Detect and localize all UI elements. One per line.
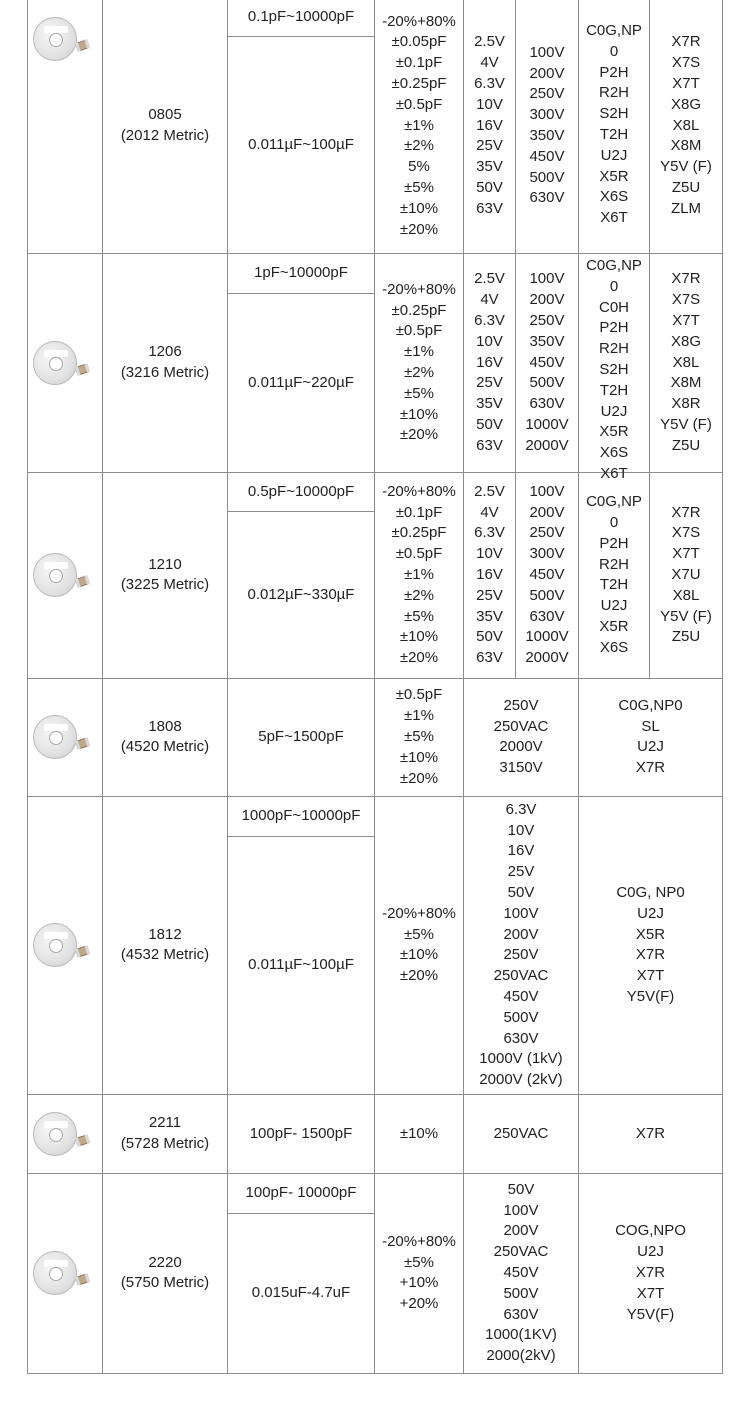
list-value: C0G,NP [586,257,642,274]
list-value: R2H [598,340,629,358]
list-value: X7T [636,1284,665,1302]
list-value: 4V [480,54,499,72]
list-value: X6T [600,464,628,482]
list-value: +10% [399,1274,439,1292]
list-value: X7R [671,503,701,521]
list-value: C0G,NP [586,493,642,511]
list-value: X7T [636,967,665,985]
dielectric-list [650,0,723,254]
list-value: 6.3V [474,311,505,329]
list-value: 50V [476,415,503,433]
list-value: 6.3V [474,75,505,92]
list-value: COG,NPO [615,1222,686,1240]
row-2211 [28,1094,723,1173]
list-value: 4V [480,291,499,309]
case-size: 1808 (4520 Metric) [103,678,228,796]
list-value: S2H [599,360,629,378]
list-value: -20%+80% [382,482,456,500]
voltage-list [516,472,579,678]
tolerance-list [375,0,464,254]
list-value: 630V [503,1029,539,1047]
list-value: ±2% [404,363,434,381]
list-value: ±20% [399,649,439,667]
chip-capacitor-icon [75,576,90,589]
list-value: ±5% [404,1253,434,1271]
reel-image [28,796,103,1094]
list-value: X6T [600,209,628,227]
list-value: X7R [635,946,666,964]
dielectric-list [579,1094,723,1173]
tolerance-list [375,1094,464,1173]
list-value: 2000V [525,649,569,667]
list-value: Z5U [671,436,701,454]
list-value: 500V [529,586,565,604]
list-value: ±2% [404,586,434,604]
list-value: -20%+80% [382,1232,456,1250]
capacitance-range: 0.015uF-4.7uF [228,1213,375,1373]
list-value: U2J [600,146,628,164]
list-value: ±0.5pF [395,95,443,113]
list-value: 100V [503,904,539,922]
list-value: ±20% [399,220,439,238]
list-value: U2J [637,1243,664,1261]
list-value: X7T [672,311,700,329]
list-value: ±0.25pF [391,75,447,92]
list-value: 200V [529,291,565,309]
list-value: 0 [609,277,619,295]
row-2220 [28,1173,723,1213]
list-value: 50V [507,884,535,902]
list-value: X8R [671,395,701,413]
list-value: ±5% [404,178,434,196]
list-value: 1000V [525,628,569,646]
list-value: 100V [503,1201,539,1219]
list-value: X7S [671,524,701,542]
reel-image [28,254,103,473]
list-value: ±0.1pF [395,54,443,72]
tolerance-list [375,796,464,1094]
tape-reel-icon [30,547,100,603]
chip-capacitor-icon [75,1134,90,1147]
list-value: ±5% [404,925,434,943]
tape-reel-icon [30,11,100,67]
list-value: R2H [598,84,629,102]
list-value: 16V [507,842,535,860]
list-value: X7S [671,291,701,309]
tape-reel-icon [30,709,100,765]
list-value: 250V [503,946,539,964]
list-value: 200V [503,925,539,943]
list-value: 16V [476,566,503,584]
reel-image [28,678,103,796]
list-value: 630V [503,1305,539,1323]
list-value: Z5U [671,178,701,196]
dielectric-list [579,678,723,796]
list-value: 25V [476,137,503,155]
list-value: 50V [476,628,503,646]
list-value: 450V [529,147,565,165]
dielectric-list [650,254,723,473]
reel-image [28,1173,103,1373]
list-value: -20%+80% [382,904,456,922]
list-value: X7R [671,270,701,288]
dielectric-list [579,1173,723,1373]
list-value: ±10% [399,748,439,766]
list-value: 2000V [499,738,543,756]
list-value: 250V [529,85,565,103]
list-value: C0H [598,298,629,316]
voltage-list [464,254,516,473]
tolerance-list [375,678,464,796]
case-size: 2211 (5728 Metric) [103,1094,228,1173]
list-value: X7T [672,75,700,92]
list-value: SL [641,717,660,735]
list-value: 450V [529,353,565,371]
case-size: 0805 (2012 Metric) [103,0,228,254]
list-value: 3150V [499,759,543,777]
row-1812 [28,796,723,836]
list-value: 25V [476,374,503,392]
list-value: 500V [503,1008,539,1026]
list-value: C0G,NP [586,22,642,39]
list-value: 250VAC [493,717,549,735]
list-value: 350V [529,332,565,350]
voltage-list [516,0,579,254]
list-value: ±5% [404,728,434,746]
case-size: 2220 (5750 Metric) [103,1173,228,1373]
list-value: U2J [637,738,664,756]
list-value: U2J [600,402,628,420]
tolerance-list [375,472,464,678]
list-value: -20%+80% [382,12,456,30]
voltage-list [516,254,579,473]
list-value: -20%+80% [382,280,456,298]
list-value: 1000(1KV) [485,1326,557,1344]
capacitance-range: 1pF~10000pF [228,254,375,294]
dielectric-list [579,254,650,482]
list-value: ±10% [399,405,439,423]
list-value: 250V [529,524,565,542]
capacitance-range: 0.5pF~10000pF [228,472,375,511]
list-value: U2J [637,904,664,922]
list-value: X6S [599,188,629,206]
list-value: 0 [609,514,619,532]
list-value: ±1% [404,707,434,725]
list-value: X7R [671,33,701,51]
list-value: 63V [476,649,503,667]
list-value: ±10% [399,628,439,646]
tolerance-list [375,1173,464,1373]
capacitance-range: 100pF- 1500pF [228,1094,375,1173]
capacitance-range: 100pF- 10000pF [228,1173,375,1213]
list-value: ±10% [399,1124,439,1142]
list-value: X7S [671,54,701,72]
list-value: 35V [476,395,503,413]
voltage-list [464,1094,579,1173]
reel-image [28,0,103,254]
list-value: 35V [476,607,503,625]
list-value: X5R [635,925,666,943]
list-value: 0 [609,42,619,60]
list-value: Y5V (F) [660,607,712,625]
list-value: ±2% [404,137,434,155]
list-value: 250VAC [493,1124,549,1142]
chip-capacitor-icon [75,363,90,376]
list-value: 200V [529,64,565,82]
list-value: 10V [476,332,503,350]
voltage-list [464,796,579,1094]
list-value: 5% [408,158,430,176]
list-value: P2H [599,63,629,81]
chip-capacitor-icon [75,1274,90,1287]
list-value: 1000V (1kV) [479,1050,563,1068]
list-value: T2H [599,125,629,143]
capacitance-range: 5pF~1500pF [228,678,375,796]
list-value: 10V [507,821,535,839]
list-value: 63V [476,436,503,454]
capacitance-range: 0.012µF~330µF [228,511,375,678]
list-value: 100V [529,270,565,288]
list-value: 6.3V [505,800,537,818]
list-value: X7R [635,759,666,777]
list-value: 25V [507,863,535,881]
list-value: 630V [529,189,565,207]
list-value: S2H [599,105,629,123]
list-value: ±0.5pF [395,322,443,340]
list-value: 100V [529,43,565,61]
list-value: 4V [480,503,499,521]
list-value: 2000V [525,436,569,454]
chip-capacitor-icon [75,946,90,959]
list-value: 200V [503,1222,539,1240]
list-value: T2H [599,576,629,594]
capacitance-range: 0.011µF~100µF [228,836,375,1094]
list-value: 6.3V [474,524,505,542]
list-value: X7U [671,566,701,584]
list-value: ±20% [399,967,439,985]
list-value: 2000V (2kV) [479,1071,563,1089]
list-value: 35V [476,158,503,176]
list-value: 100V [529,482,565,500]
voltage-list [464,0,516,254]
tape-reel-icon [30,917,100,973]
list-value: 350V [529,127,565,144]
list-value: ±5% [404,607,434,625]
list-value: ZLM [671,199,701,217]
list-value: 300V [529,545,565,563]
list-value: ±1% [404,116,434,134]
list-value: C0G, NP0 [616,884,685,902]
list-value: 10V [476,95,503,113]
list-value: 450V [529,566,565,584]
case-size: 1812 (4532 Metric) [103,796,228,1094]
reel-image [28,1094,103,1173]
list-value: 450V [503,988,539,1006]
tolerance-list [375,254,464,473]
list-value: Z5U [671,628,701,646]
list-value: ±0.05pF [391,33,447,51]
list-value: X8G [670,95,701,113]
row-0805 [28,0,723,37]
list-value: 2.5V [474,270,505,288]
list-value: ±0.5pF [395,545,443,563]
list-value: 16V [476,116,503,134]
list-value: ±20% [399,769,439,787]
list-value: ±10% [399,199,439,217]
list-value: P2H [599,534,629,552]
list-value: X8L [672,116,700,134]
list-value: 10V [476,545,503,563]
case-size: 1210 (3225 Metric) [103,472,228,678]
list-value: ±5% [404,384,434,402]
list-value: X5R [599,167,629,185]
list-value: 50V [507,1180,535,1198]
list-value: ±0.1pF [395,503,443,521]
list-value: Y5V(F) [626,1305,675,1323]
list-value: X5R [599,618,629,636]
list-value: U2J [600,597,628,615]
list-value: Y5V(F) [626,988,675,1006]
list-value: 500V [503,1284,539,1302]
list-value: X7R [635,1124,666,1142]
dielectric-list [579,796,723,1094]
capacitance-range: 0.1pF~10000pF [228,0,375,37]
list-value: 50V [476,178,503,196]
list-value: 25V [476,586,503,604]
list-value: ±1% [404,343,434,361]
dielectric-list [579,0,650,254]
list-value: +20% [399,1295,439,1313]
list-value: 250VAC [493,1243,549,1261]
list-value: ±0.25pF [391,301,447,319]
list-value: X5R [599,423,629,441]
capacitance-range: 1000pF~10000pF [228,796,375,836]
list-value: Y5V (F) [660,158,712,176]
reel-image [28,472,103,678]
capacitor-spec-table [27,0,723,1374]
list-value: X8L [672,353,700,371]
list-value: 2.5V [474,33,505,51]
list-value: X7T [672,545,700,563]
voltage-list [464,1173,579,1373]
dielectric-list [650,472,723,678]
chip-capacitor-icon [75,738,90,751]
list-value: X8L [672,586,700,604]
list-value: 63V [476,199,503,217]
list-value: 250VAC [493,967,549,985]
list-value: 500V [529,374,565,392]
case-size: 1206 (3216 Metric) [103,254,228,473]
list-value: 450V [503,1264,539,1282]
list-value: 250V [529,311,565,329]
tape-reel-icon [30,1245,100,1301]
capacitance-range: 0.011µF~100µF [228,37,375,254]
list-value: ±20% [399,426,439,444]
voltage-list [464,678,579,796]
list-value: R2H [598,555,629,573]
list-value: 250V [503,696,539,714]
list-value: Y5V (F) [660,415,712,433]
list-value: 2000(2kV) [486,1347,556,1365]
list-value: X8G [670,332,701,350]
list-value: 2.5V [474,482,505,500]
list-value: 16V [476,353,503,371]
list-value: ±0.25pF [391,524,447,542]
list-value: 200V [529,503,565,521]
list-value: ±0.5pF [395,686,443,704]
list-value: X8M [670,374,702,392]
list-value: X6S [599,638,629,656]
row-1206 [28,254,723,294]
list-value: T2H [599,381,629,399]
list-value: ±10% [399,946,439,964]
voltage-list [464,472,516,678]
list-value: X8M [670,137,702,155]
list-value: 1000V [525,415,569,433]
list-value: P2H [599,319,629,337]
tape-reel-icon [30,1106,100,1162]
list-value: X7R [635,1264,666,1282]
list-value: C0G,NP0 [618,696,683,714]
list-value: 630V [529,607,565,625]
list-value: 630V [529,395,565,413]
list-value: 300V [529,106,565,124]
list-value: ±1% [404,566,434,584]
tape-reel-icon [30,335,100,391]
list-value: 500V [529,168,565,186]
chip-capacitor-icon [75,39,90,52]
row-1808 [28,678,723,796]
dielectric-list [579,472,650,678]
capacitance-range: 0.011µF~220µF [228,294,375,473]
list-value: X6S [599,444,629,462]
